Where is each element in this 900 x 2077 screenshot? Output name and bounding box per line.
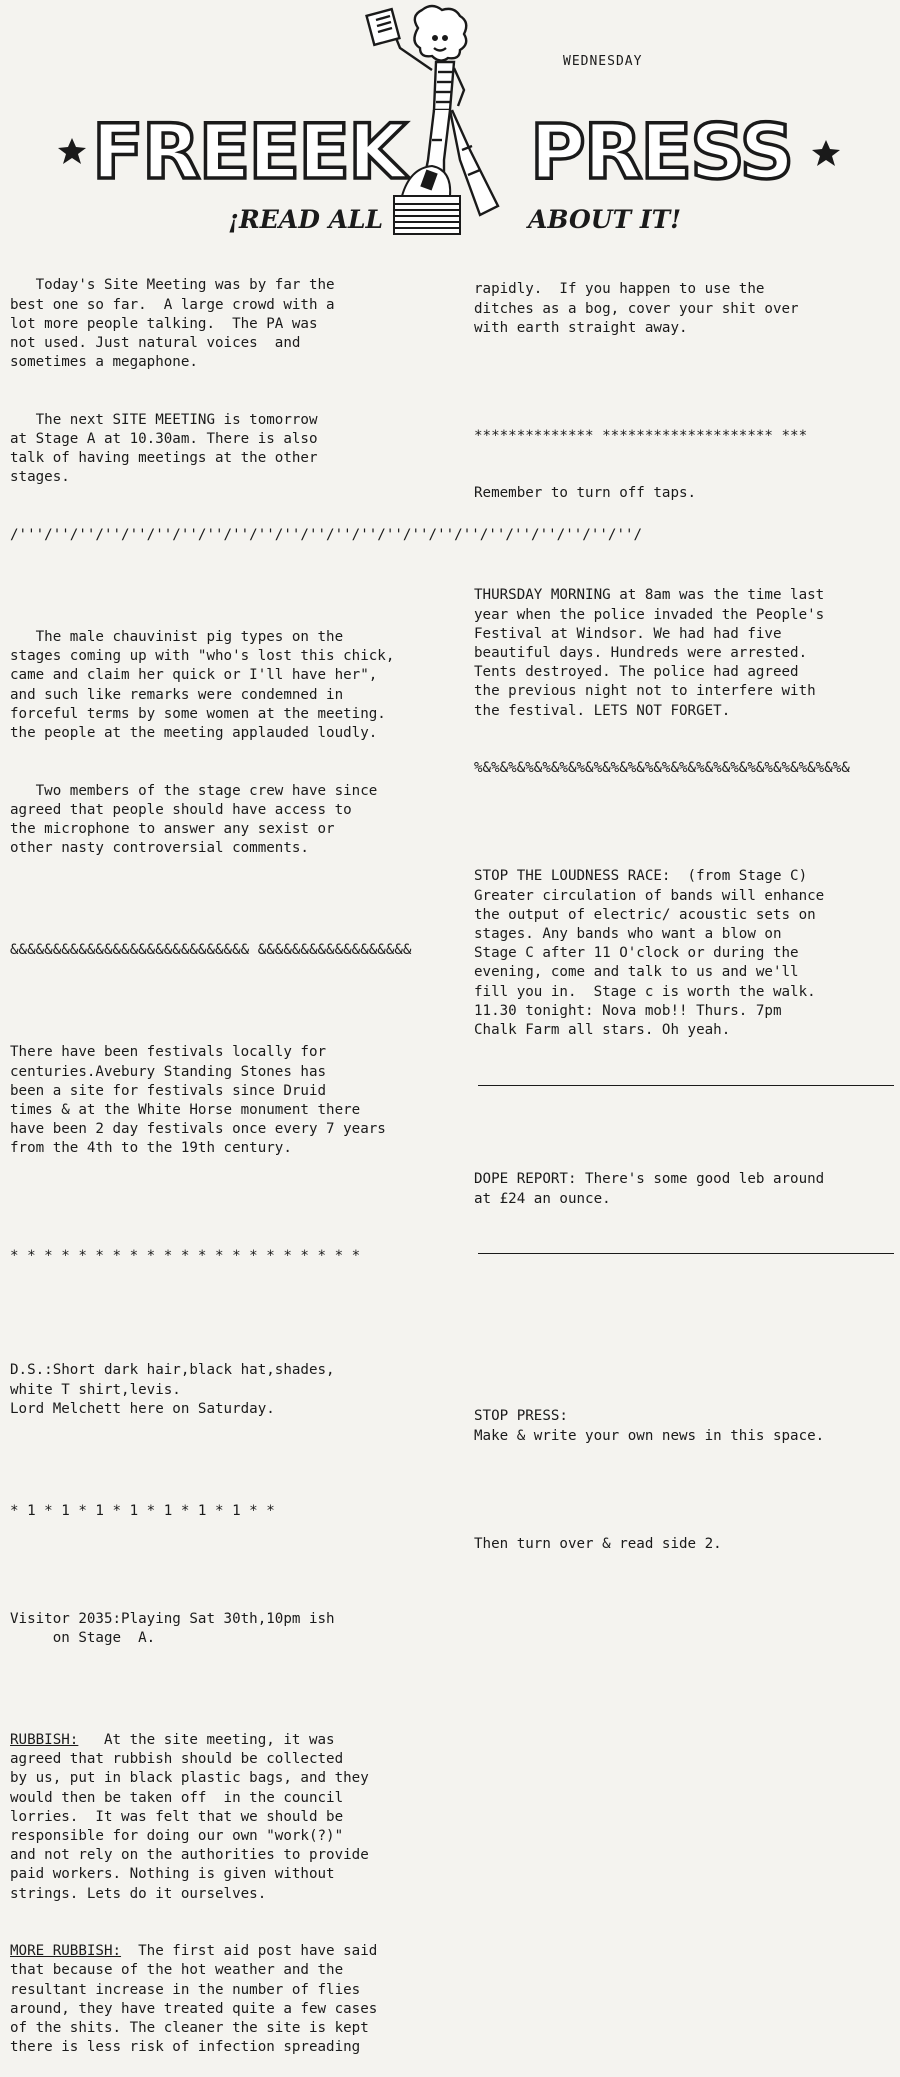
star-icon <box>58 138 86 164</box>
loudness-race: STOP THE LOUDNESS RACE: (from Stage C) Greater circulation of bands will enhance the output of electric/ acoustic sets on stages. Any bands who want a blow on Stage C after 11 O'clock or during the evening, come and talk to us and we'll fill you in. Stage c is worth the walk. 11.30 tonight: Nova mob!! Thurs. 7pm Chalk Farm all stars. Oh yeah. <box>474 868 825 1038</box>
site-meeting-report: Today's Site Meeting was by far the best one so far. A large crowd with a lot more people talking. The PA was not used. Just natural voices and sometimes a megaphone. <box>10 277 335 371</box>
tagline-left: ¡READ ALL <box>228 205 384 234</box>
separator-asterisks: ************** ******************** *** <box>474 427 808 444</box>
divider-rule <box>478 1085 894 1086</box>
masthead-artwork <box>40 10 860 242</box>
rubbish-body: At the site meeting, it was agreed that rubbish should be collected by us, put in black plastic bags, and they would then be taken off in the council lorries. It was felt that we should be responsible for doing our own "work(?)" and not rely on the authorities to provide paid workers. Nothing is given without strings. Lets do it ourselves. <box>10 1732 369 1902</box>
separator-ampersands: &&&&&&&&&&&&&&&&&&&&&&&&&&&& &&&&&&&&&&&&&&&&&& <box>10 942 412 959</box>
rubbish-continued: rapidly. If you happen to use the ditches as a bog, cover your shit over with earth straight away. <box>474 281 799 336</box>
svg-text:FREEEK: FREEEK <box>92 107 406 196</box>
separator-ones: * 1 * 1 * 1 * 1 * 1 * 1 * 1 * * <box>10 1502 275 1519</box>
separator-stars: * * * * * * * * * * * * * * * * * * * * * <box>10 1248 361 1265</box>
personal-notice: D.S.:Short dark hair,black hat,shades, white T shirt,levis. Lord Melchett here on Saturday. <box>10 1362 335 1417</box>
stop-press: STOP PRESS: Make & write your own news in this space. <box>474 1408 825 1444</box>
festival-history: There have been festivals locally for centuries.Avebury Standing Stones has been a site for festivals since Druid times & at the White Horse monument there have been 2 day festivals once every 7 years from the 4th to the 19th century. <box>10 1044 386 1157</box>
taps-reminder: Remember to turn off taps. <box>474 485 697 502</box>
masthead <box>40 10 860 242</box>
more-rubbish-heading: MORE RUBBISH: <box>10 1943 122 1960</box>
divider-rule <box>478 1253 894 1254</box>
next-site-meeting: The next SITE MEETING is tomorrow at Stage A at 10.30am. There is also talk of having meetings at the other stages. <box>10 411 318 486</box>
rubbish-item <box>10 1731 472 1904</box>
more-rubbish-item <box>10 1942 472 2057</box>
separator-pattern: %&%&%&%&%&%&%&%&%&%&%&%&%&%&%&%&%&%&%&%&%&%& <box>474 760 850 777</box>
title-left-lettering <box>92 107 410 196</box>
separator-slashes: /'''/''/''/''/''/''/''/''/''/''/''/''/''/''/''/''/''/''/''/''/''/''/''/''/ <box>10 527 643 544</box>
visitor-notice: Visitor 2035:Playing Sat 30th,10pm ish on Stage A. <box>10 1610 335 1647</box>
title-right-lettering <box>530 107 792 196</box>
windsor-memorial: THURSDAY MORNING at 8am was the time last year when the police invaded the People's Festival at Windsor. We had had five beautiful days. Hundreds were arrested. Tents destroyed. The police had agreed the previous night not to interfere with the festival. LETS NOT FORGET. <box>474 587 825 719</box>
day-label: WEDNESDAY <box>563 54 643 69</box>
more-rubbish-body: The first aid post have said that because of the hot weather and the resultant increase in the number of flies around, they have treated quite a few cases of the shits. The cleaner the site is kept there is less risk of infection spreading <box>10 1943 378 2056</box>
turn-over-note: Then turn over & read side 2. <box>474 1535 722 1552</box>
tagline-right: ABOUT IT! <box>528 205 682 234</box>
right-column <box>474 242 898 1573</box>
stage-crew-note: Two members of the stage crew have since agreed that people should have access to the microphone to answer any sexist or other nasty controversial comments. <box>10 782 378 857</box>
dope-report: DOPE REPORT: There's some good leb around at £24 an ounce. <box>474 1171 825 1207</box>
rubbish-heading: RUBBISH: <box>10 1732 79 1749</box>
star-icon <box>812 140 840 166</box>
svg-text:PRESS: PRESS <box>530 107 793 196</box>
chauvinist-report: The male chauvinist pig types on the stages coming up with "who's lost this chick, came and claim her quick or I'll have her", and such like remarks were condemned in forceful terms by some women at the meeting. the people at the meeting applauded loudly. <box>10 629 395 742</box>
